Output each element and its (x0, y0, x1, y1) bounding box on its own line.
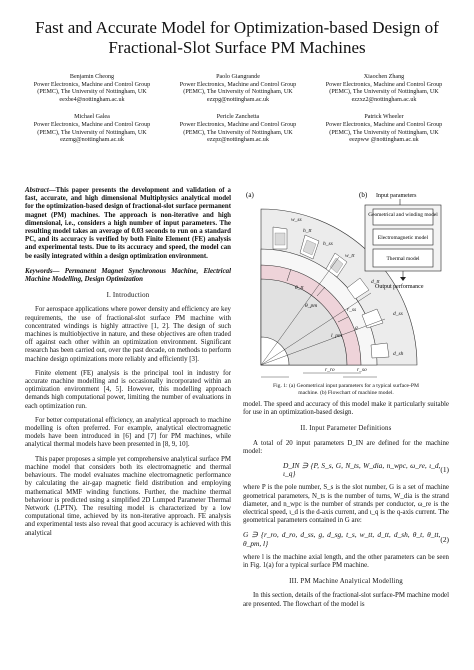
figure-caption: Fig. 1: (a) Geometrical input parameters for a typical surface-PM machine. (b) Flowchart of machine model. (272, 383, 419, 396)
label-hss: h_ss (323, 241, 333, 247)
author-affiliation: Power Electronics, Machine and Control Group (PEMC), The University of Nottingham, UK (325, 121, 443, 136)
flow-box-geometry-label: Geometrical and winding model (368, 212, 438, 218)
author-affiliation: Power Electronics, Machine and Control Group (PEMC), The University of Nottingham, UK (33, 121, 151, 136)
author-name: Benjamin Cheong (69, 74, 115, 80)
pm-paragraph-1: In this section, details of the fractional-slot surface-PM machine model are presented. The flowchart of the model is (243, 592, 449, 608)
right-continuation: model. The speed and accuracy of this model make it particularly suitable for use in an optimization-based design. (243, 401, 449, 417)
author-email: ezzxz2@nottingham.ac.uk (351, 96, 417, 103)
label-dtt: d_tt (371, 279, 380, 285)
intro-paragraph-1: For aerospace applications where power density and efficiency are key requirements, the use of fractional-slot surface PM machine with concentrated windings is highly attractive [1, 2]. The design of such machines is multiobjective in nature, and these objectives are often traded off against each other within an optimization environment. Significant research has been carried out, over the past decade, on methods to perform machine design optimizations more reliably and efficiently [3]. (25, 306, 231, 363)
section-heading-intro: I. Introduction (106, 292, 150, 300)
author-3 (314, 74, 454, 104)
flow-box-thermal-label: Thermal model (386, 256, 420, 262)
equation-1-number: (1) (440, 465, 449, 475)
author-row-2 (22, 114, 454, 144)
abstract-text: —This paper presents the development and validation of a fast, accurate, and high dimensional Multiphysics analytical model for the optimization-based design of fractional-slot surface permanent magnet (PM) machines. The approach is non-iterative and high dimensional, i.e., considers a high number of input parameters. The resulting model takes an average of 0.03 seconds to run on a standard PC, and its accuracy is verified by both Finite Element (FE) analysis and experimental tests. Due to its accuracy and speed, the model can be easily integrated within a design optimization environment. (25, 187, 231, 260)
panel-a-label: (a) (246, 191, 254, 199)
label-thetapm: θ_pm (305, 303, 318, 309)
author-email: ezzmg@nottingham.ac.uk (60, 137, 124, 144)
keywords (25, 268, 231, 284)
section-heading-input: II. Input Parameter Definitions (300, 425, 392, 433)
label-htt: h_tt (303, 228, 312, 234)
intro-paragraph-2: Finite element (FE) analysis is the principal tool in industry for accurate machine modelling and is occasionally incorporated within an optimization environment [4, 5]. However, this modelling approach demands high computational power, limiting the number of evaluations in each optimization run. (25, 369, 231, 410)
equation-2 (243, 531, 449, 547)
keywords-text: — Permanent Magnet Synchronous Machine, Electrical Machine Modelling, Design Optimization (25, 267, 231, 284)
author-name: Xiaochen Zhang (363, 74, 405, 80)
intro-paragraph-4: This paper proposes a simple yet comprehensive analytical surface PM machine model that considers both its electromagnetic and thermal behaviours. The model evaluates machine electromagnetic performance by calculating the air-gap magnetic field distribution and employing mathematical MMF winding functions. Further, the machine thermal behaviour is predicted using a simplified 2D Lumped Parameter Thermal Network (LPTN). The resulting model is characterized by a low computational time, achieved by its non-iterative approach. FE analysis and experimental tests also reveal that good accuracy is achieved with this analytical (25, 455, 231, 537)
author-affiliation: Power Electronics, Machine and Control Group (PEMC), The University of Nottingham, UK (325, 81, 443, 96)
input-paragraph-3: where l is the machine axial length, and the other parameters can be seen in Fig. 1(a) for a typical surface PM machine. (243, 553, 449, 570)
author-name: Michael Galea (74, 114, 110, 121)
label-thetatt: θ_tt (295, 285, 304, 291)
author-4 (22, 114, 162, 144)
flow-box-em-label: Electromagnetic model (377, 235, 429, 241)
label-rss: r_ss (347, 307, 357, 313)
label-dss: d_ss (393, 311, 403, 317)
abstract-label: Abstract (25, 187, 49, 194)
author-affiliation: Power Electronics, Machine and Control Group (PEMC), The University of Nottingham, UK (33, 81, 151, 96)
author-affiliation: Power Electronics, Machine and Control Group (PEMC), The University of Nottingham, UK (179, 81, 297, 96)
panel-b-label: (b) (359, 191, 368, 199)
author-block (22, 74, 454, 155)
section-heading-pm: III. PM Machine Analytical Modelling (289, 578, 403, 586)
label-g: g (355, 325, 358, 331)
author-affiliation: Power Electronics, Machine and Control Group (PEMC), The University of Nottingham, UK (179, 121, 297, 136)
left-column (25, 187, 231, 544)
equation-2-number: (2) (440, 534, 449, 544)
author-email: eezpww @nottingham.ac.uk (349, 137, 419, 144)
flow-input-label: Input parameters (376, 193, 417, 199)
label-rso: r_so (357, 367, 367, 373)
flow-output-label: Output performance (375, 284, 424, 290)
figure-1 (243, 187, 449, 383)
abstract (25, 187, 231, 261)
author-name: Pericle Zanchetta (216, 114, 260, 121)
author-email: ezzpg@nottingham.ac.uk (206, 96, 270, 103)
label-lpm: l_pm (331, 333, 342, 339)
label-wss: w_ss (291, 217, 302, 223)
label-wtt: w_tt (345, 253, 355, 259)
keywords-label: Keywords (25, 267, 53, 275)
author-1 (22, 74, 162, 104)
label-rro: r_ro (325, 367, 335, 373)
machine-figure (243, 187, 449, 383)
author-email: ezzpz@nottingham.ac.uk (207, 137, 269, 144)
paper-title: Fast and Accurate Model for Optimization-based Design of Fractional-Slot Surface PM Machines (35, 18, 439, 57)
equation-1 (243, 462, 449, 478)
author-name: Paolo Giangrande (216, 74, 260, 80)
input-paragraph-2: where P is the pole number, S_s is the slot number, G is a set of machine geometrical parameters, N_ts is the number of turns, W_dia is the strand diameter, and n_wpc is the number of strands per conductor, ω_re is the electrical speed, ι_d is the d-axis current, and ι_q is the q-axis current. The geometrical parameters contained in G are: (243, 484, 449, 525)
author-6 (314, 114, 454, 144)
input-paragraph-1: A total of 20 input parameters D_IN are defined for the machine model: (243, 439, 449, 455)
author-2 (168, 74, 308, 104)
equation-2-body: G ∋ {r_ro, d_ro, d_ss, g, d_sg, t_s, w_tt, d_tt, d_sh, θ_t, θ_tt, θ_pm, l} (243, 530, 441, 548)
author-row-1 (22, 74, 454, 104)
right-column (243, 187, 449, 615)
author-email: eexbe4@nottingham.ac.uk (59, 96, 125, 103)
equation-1-body: D_IN ∋ {P, S_s, G, N_ts, W_dia, n_wpc, ω_re, ι_d, ι_q} (283, 461, 441, 479)
author-name: Patrick Wheeler (364, 114, 404, 121)
author-5 (168, 114, 308, 144)
label-dsh: d_sh (393, 351, 404, 357)
intro-paragraph-3: For better computational efficiency, an analytical approach to machine modelling is often preferred. For example, analytical electromagnetic models have been introduced in [6] and [7] for PM machines, while analytical thermal models have been presented in [8, 9, 10]. (25, 416, 231, 449)
